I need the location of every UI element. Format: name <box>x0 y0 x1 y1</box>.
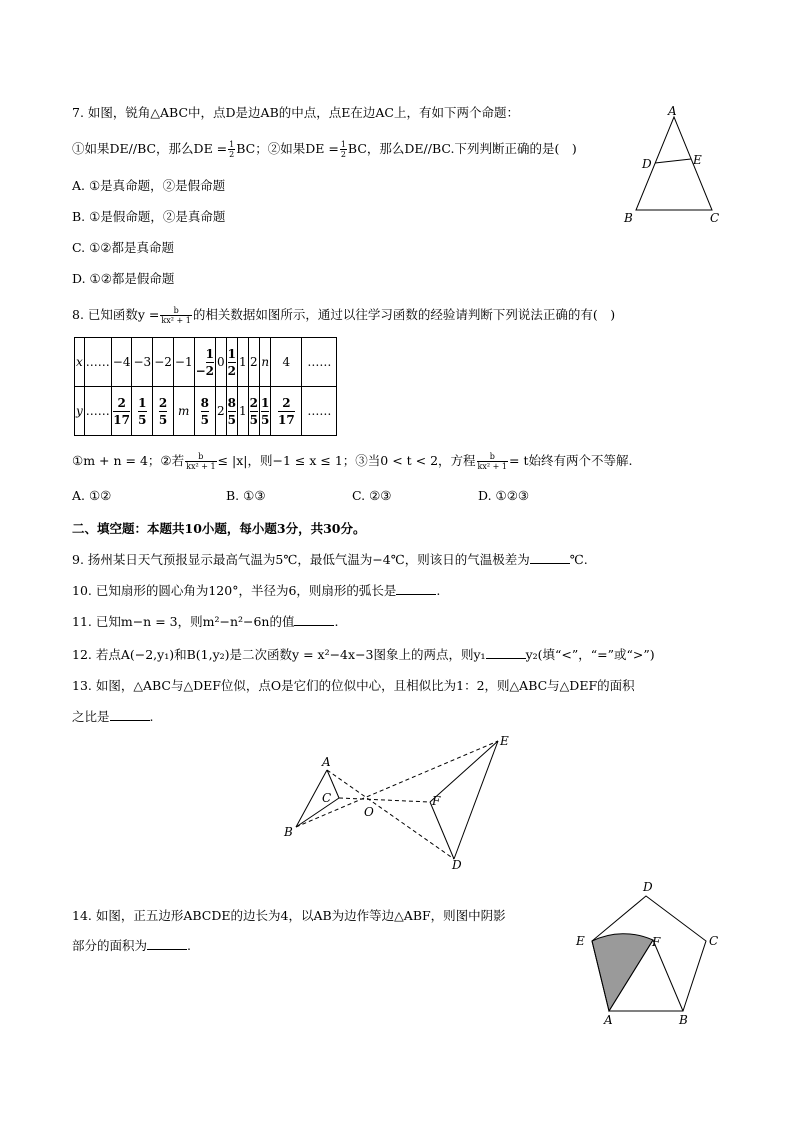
x-cell: 0 <box>216 338 227 387</box>
q7-option-a: A. ①是真命题，②是假命题 <box>72 178 226 193</box>
label-O: O <box>364 805 374 819</box>
label-F: F <box>652 935 661 949</box>
value-table <box>74 337 337 436</box>
q7-prop-c: BC，那么DE//BC.下列判断正确的是( ) <box>347 141 577 156</box>
answer-blank[interactable] <box>396 582 436 595</box>
q10: 10. 已知扇形的圆心角为120°，半径为6，则扇形的弧长是 . <box>72 583 441 598</box>
q13: 13. 如图，△ABC与△DEF位似，点O是它们的位似中心，且相似比为1：2，则△ABC与△DEF的面积 <box>72 678 635 693</box>
q7-option-c: C. ①②都是真命题 <box>72 240 174 255</box>
y-cell: $\frac{2}{5}$ <box>153 387 174 436</box>
q14: 14. 如图，正五边形ABCDE的边长为4，以AB为边作等边△ABF，则图中阴影 <box>72 908 506 923</box>
x-cell: −3 <box>132 338 153 387</box>
q8-option-d: D. ①②③ <box>478 488 530 503</box>
q8-stem-b: 的相关数据如图所示，通过以往学习函数的经验请判断下列说法正确的有( ) <box>192 307 616 322</box>
x-cell: 1 <box>238 338 249 387</box>
function-fraction: $\frac{b}{\text{kx² + 1}}$ <box>477 452 507 471</box>
q7-prop-b: BC；②如果DE = <box>236 141 339 156</box>
y-cell: …… <box>84 387 111 436</box>
label-D: D <box>643 880 653 894</box>
q14-line2: 部分的面积为 . <box>72 938 191 953</box>
answer-blank[interactable] <box>486 646 526 659</box>
x-cell: n <box>260 338 271 387</box>
q8-cond-b: ≤ |x|，则−1 ≤ x ≤ 1；③当0 < t < 2，方程 <box>217 453 476 468</box>
y-cell: $\frac{2}{17}$ <box>111 387 132 436</box>
y-cell: $\frac{1}{5}$ <box>132 387 153 436</box>
answer-blank[interactable] <box>147 937 187 950</box>
x-cell: 2 <box>248 338 259 387</box>
answer-blank[interactable] <box>110 708 150 721</box>
q8-cond-a: ①m + n = 4；②若 <box>72 453 185 468</box>
label-C: C <box>710 211 720 225</box>
q8-option-b: B. ①③ <box>226 488 266 503</box>
label-E: E <box>576 934 585 948</box>
label-D: D <box>452 858 462 872</box>
y-cell: 1 <box>238 387 249 436</box>
label-E: E <box>693 153 702 167</box>
y-label: y <box>75 387 85 436</box>
q7-stem: 7. 如图，锐角△ABC中，点D是边AB的中点，点E在边AC上，有如下两个命题： <box>72 105 519 120</box>
x-cell: $\frac{1}{2}$ <box>226 338 237 387</box>
answer-blank[interactable] <box>294 613 334 626</box>
x-cell: …… <box>84 338 111 387</box>
y-cell: $\frac{1}{5}$ <box>260 387 271 436</box>
label-B: B <box>284 825 293 839</box>
q9: 9. 扬州某日天气预报显示最高气温为5℃，最低气温为−4℃，则该日的气温极差为 ℃. <box>72 552 588 567</box>
q7-triangle-figure <box>620 105 730 230</box>
half-fraction: $\frac{1}{2}$ <box>340 140 346 159</box>
q7-option-d: D. ①②都是假命题 <box>72 271 175 286</box>
table-row-y <box>75 387 337 436</box>
function-fraction: $\frac{b}{\text{kx² + 1}}$ <box>161 306 191 325</box>
y-cell: $\frac{8}{5}$ <box>194 387 215 436</box>
y-cell: m <box>173 387 194 436</box>
label-A: A <box>668 104 677 118</box>
x-label: x <box>75 338 85 387</box>
q8-stem-a: 8. 已知函数y = <box>72 307 160 322</box>
q8-conditions <box>72 452 632 471</box>
x-cell: −1 <box>173 338 194 387</box>
table-row-x <box>75 338 337 387</box>
half-fraction: $\frac{1}{2}$ <box>229 140 235 159</box>
q13-homothety-figure <box>284 733 514 873</box>
y-cell: 2 <box>216 387 227 436</box>
q8-stem <box>72 306 615 325</box>
label-C: C <box>709 934 719 948</box>
label-C: C <box>322 791 332 805</box>
x-cell: − $\frac{1}{2}$ <box>194 338 215 387</box>
q13-line2: 之比是 . <box>72 709 154 724</box>
label-A: A <box>604 1013 613 1027</box>
label-E: E <box>500 734 509 748</box>
y-cell: $\frac{2}{17}$ <box>271 387 302 436</box>
section-heading: 二、填空题：本题共10小题，每小题3分，共30分。 <box>72 521 366 536</box>
label-F: F <box>432 794 441 808</box>
label-B: B <box>679 1013 688 1027</box>
x-cell: −2 <box>153 338 174 387</box>
answer-blank[interactable] <box>530 551 570 564</box>
q8-option-c: C. ②③ <box>352 488 392 503</box>
q7-prop-a: ①如果DE//BC，那么DE = <box>72 141 228 156</box>
x-cell: −4 <box>111 338 132 387</box>
label-B: B <box>624 211 633 225</box>
x-cell: …… <box>302 338 337 387</box>
q7-option-b: B. ①是假命题，②是真命题 <box>72 209 226 224</box>
label-D: D <box>642 157 652 171</box>
y-cell: $\frac{8}{5}$ <box>226 387 237 436</box>
q12: 12. 若点A(−2,y₁)和B(1,y₂)是二次函数y = x²−4x−3图象上的两点，则y₁ y₂(填“<”，“=”或“>”) <box>72 647 655 662</box>
function-fraction: $\frac{b}{\text{kx² + 1}}$ <box>186 452 216 471</box>
q7-propositions <box>72 140 577 159</box>
x-cell: 4 <box>271 338 302 387</box>
q8-cond-c: = t始终有两个不等解. <box>509 453 633 468</box>
y-cell: $\frac{2}{5}$ <box>248 387 259 436</box>
q14-pentagon-figure <box>570 878 730 1028</box>
q11: 11. 已知m−n = 3，则m²−n²−6n的值 . <box>72 614 339 629</box>
label-A: A <box>322 755 331 769</box>
q8-option-a: A. ①② <box>72 488 112 503</box>
y-cell: …… <box>302 387 337 436</box>
